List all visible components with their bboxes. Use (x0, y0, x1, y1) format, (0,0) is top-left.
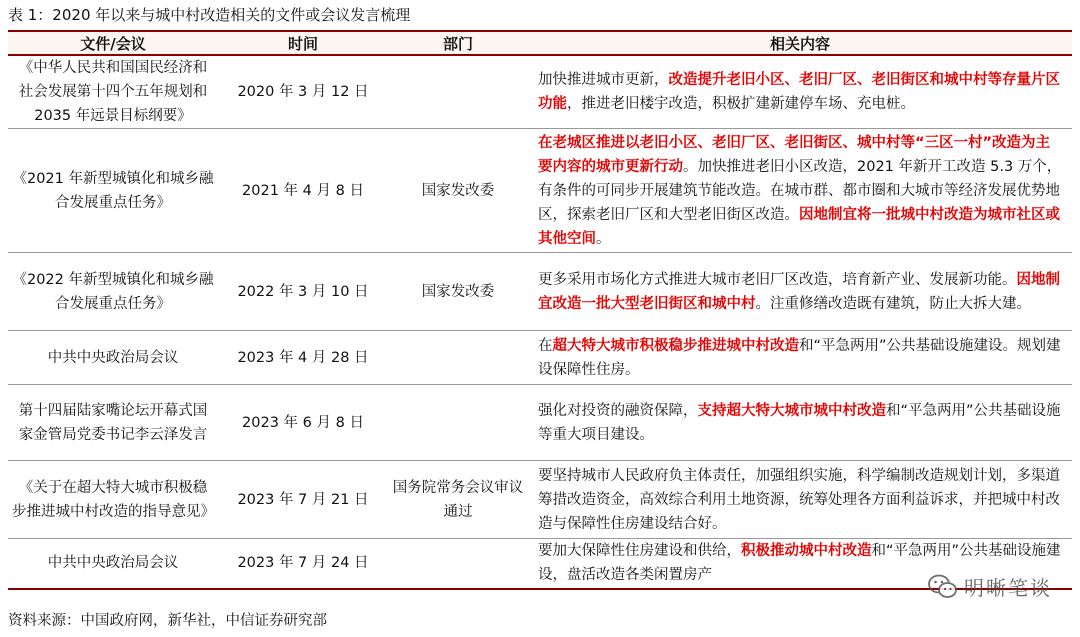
row-dept: 国家发改委 (421, 182, 495, 199)
header-content: 相关内容 (769, 34, 830, 53)
row-dept (388, 539, 528, 589)
content-text: 和“平急两用”公共基础设施建设。规划建设保障性住房。 (538, 337, 1061, 378)
content-text: 在 (538, 337, 553, 354)
row-dept (388, 55, 528, 129)
row-doc: 中共中央政治局会议 (47, 555, 179, 572)
table-row (8, 253, 1072, 331)
row-content (528, 253, 1072, 331)
content-text: 。加快推进老旧小区改造，2021 年新开工改造 5.3 万个，有条件的可同步开展建筑节能改造。在城市群、都市圈和大城市等经济发展优势地区，探索老旧厂区和大型老旧街区改造。 (538, 158, 1062, 223)
content-text: 加快推进城市更新， (538, 72, 669, 88)
header-time: 时间 (287, 34, 318, 53)
row-dept: 国务院常务会议审议通过 (392, 479, 524, 520)
row-dept (388, 331, 528, 385)
source-note: 资料来源：中国政府网，新华社，中信证券研究部 (8, 613, 327, 629)
row-doc: 《2022 年新型城镇化和城乡融合发展重点任务》 (12, 271, 214, 312)
content-text: ，推进老旧楼宇改造，积极扩建新建停车场、充电桩。 (567, 96, 915, 112)
highlight-text: 超大特大城市积极稳步推进城中村改造 (552, 337, 799, 354)
row-time: 2023 年 4 月 28 日 (237, 349, 369, 366)
table-row (8, 539, 1072, 589)
row-time: 2022 年 3 月 10 日 (237, 283, 369, 300)
policy-table (8, 30, 1072, 590)
content-text: 和“平急两用”公共基础设施建设，盘活改造各类闲置房产 (538, 543, 1061, 584)
table-caption: 表 1：2020 年以来与城中村改造相关的文件或会议发言梳理 (8, 6, 411, 24)
highlight-text: 在老城区推进以老旧小区、老旧厂区、老旧街区、城中村等“三区一村”改造为主要内容的城市更新行动 (538, 134, 1051, 175)
row-doc: 《中华人民共和国国民经济和社会发展第十四个五年规划和 2035 年远景目标纲要》 (18, 60, 208, 124)
table-header-row (8, 31, 1072, 55)
header-dept: 部门 (442, 34, 473, 53)
table-row (8, 385, 1072, 461)
content-text: 要加大保障性住房建设和供给， (538, 543, 741, 560)
content-text: 更多采用市场化方式推进大城市老旧厂区改造，培育新产业、发展新功能。 (538, 271, 1017, 288)
content-text: 和“平急两用”公共基础设施等重大项目建设。 (538, 402, 1061, 443)
content-text: 。 (596, 230, 611, 247)
watermark-text: 明晰笔谈 (964, 576, 1052, 600)
table-row (8, 55, 1072, 129)
row-content (528, 461, 1072, 539)
highlight-text: 因地制宜将一批城中村改造为城市社区或其他空间 (538, 206, 1060, 247)
watermark (928, 572, 1052, 601)
row-time: 2023 年 7 月 24 日 (237, 555, 369, 572)
highlight-text: 积极推动城中村改造 (741, 543, 872, 560)
row-content (528, 55, 1072, 129)
header-doc: 文件/会议 (80, 34, 146, 53)
row-content (528, 385, 1072, 461)
row-time: 2023 年 6 月 8 日 (242, 414, 364, 431)
row-time: 2020 年 3 月 12 日 (237, 84, 369, 100)
content-text: 。注重修缮改造既有建筑，防止大拆大建。 (755, 295, 1031, 312)
row-doc: 第十四届陆家嘴论坛开幕式国家金管局党委书记李云泽发言 (18, 402, 208, 443)
table-row (8, 129, 1072, 253)
content-text: 要坚持城市人民政府负主体责任，加强组织实施，科学编制改造规划计划，多渠道筹措改造资金，高效综合利用土地资源，统筹处理各方面利益诉求，并把城中村改造与保障性住房建设结合好。 (538, 467, 1060, 532)
row-content (528, 129, 1072, 253)
row-time: 2021 年 4 月 8 日 (242, 182, 364, 199)
table-row (8, 461, 1072, 539)
table-row (8, 331, 1072, 385)
highlight-text: 改造提升老旧小区、老旧厂区、老旧街区和城中村等存量片区功能 (538, 72, 1060, 112)
row-content (528, 331, 1072, 385)
row-dept: 国家发改委 (421, 283, 495, 300)
wechat-icon (928, 574, 958, 600)
highlight-text: 支持超大特大城市城中村改造 (697, 402, 886, 419)
highlight-text: 因地制宜改造一批大型老旧街区和城中村 (538, 271, 1060, 312)
row-doc: 《关于在超大特大城市积极稳步推进城中村改造的指导意见》 (12, 479, 215, 520)
content-text: 强化对投资的融资保障， (538, 402, 698, 419)
row-doc: 中共中央政治局会议 (47, 349, 179, 366)
row-doc: 《2021 年新型城镇化和城乡融合发展重点任务》 (12, 170, 214, 211)
row-time: 2023 年 7 月 21 日 (237, 491, 369, 508)
row-dept (388, 385, 528, 461)
